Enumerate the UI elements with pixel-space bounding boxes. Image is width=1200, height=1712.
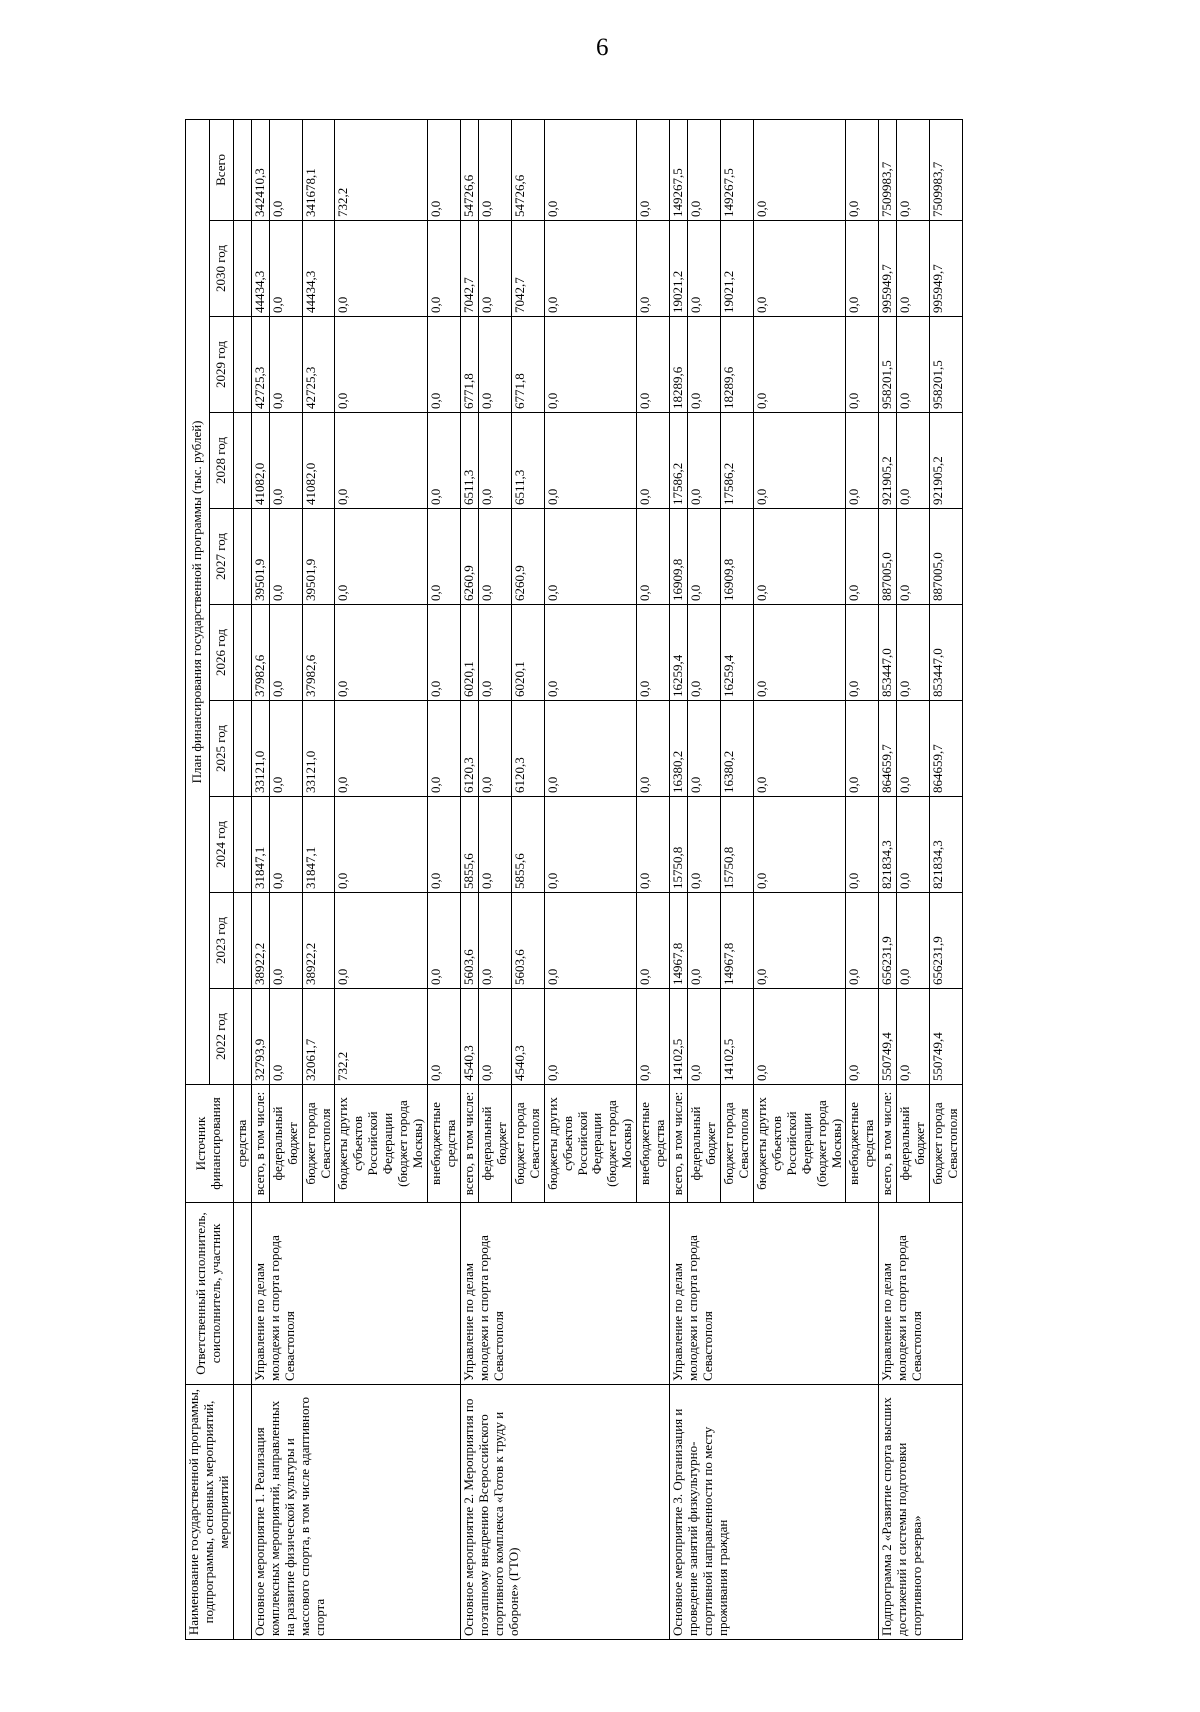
measure-name: Основное мероприятие 2. Мероприятия по поэтапному внедрению Всероссийского спортивного комплекса «Готов к труду и обороне» (ГТО) [460,1385,669,1640]
year-value: 0,0 [544,797,637,893]
year-value: 0,0 [688,221,721,317]
year-value: 0,0 [637,221,670,317]
year-value: 6771,8 [460,317,478,413]
year-value: 6260,9 [511,509,544,605]
year-value: 0,0 [544,701,637,797]
year-value: 37982,6 [302,605,335,701]
year-value: 5855,6 [460,797,478,893]
year-value: 0,0 [428,989,461,1085]
year-value: 550749,4 [879,989,897,1085]
year-value: 32061,7 [302,989,335,1085]
year-value: 4540,3 [511,989,544,1085]
year-value: 44434,3 [251,221,269,317]
total-value: 342410,3 [251,119,269,220]
year-value: 41082,0 [302,413,335,509]
header-year: 2029 год [209,317,233,413]
year-value: 37982,6 [251,605,269,701]
year-value: 0,0 [688,893,721,989]
year-value: 32793,9 [251,989,269,1085]
year-value: 656231,9 [930,893,963,989]
year-value: 864659,7 [879,701,897,797]
header-year: 2030 год [209,221,233,317]
year-value: 19021,2 [720,221,753,317]
year-value: 0,0 [897,413,930,509]
year-value: 0,0 [846,797,879,893]
year-value: 0,0 [753,221,846,317]
year-value: 550749,4 [930,989,963,1085]
year-value: 0,0 [897,605,930,701]
responsible-executor: Управление по делам молодежи и спорта города Севастополя [670,1203,879,1385]
year-value: 0,0 [846,989,879,1085]
year-value: 0,0 [269,989,302,1085]
rotated-page-content [185,120,1085,1640]
funding-source: внебюджетные средства [637,1085,670,1203]
financing-table [185,119,963,1640]
year-value: 0,0 [846,509,879,605]
year-value: 17586,2 [670,413,688,509]
year-value: 0,0 [688,701,721,797]
year-value: 0,0 [544,317,637,413]
year-value: 14967,8 [720,893,753,989]
year-value: 0,0 [753,701,846,797]
year-value: 0,0 [897,797,930,893]
year-value: 0,0 [897,701,930,797]
header-year: 2024 год [209,797,233,893]
year-value: 0,0 [753,605,846,701]
page-number: 6 [596,34,609,61]
header-executor: Ответственный исполнитель, соисполнитель, участник [186,1203,234,1385]
total-value: 0,0 [269,119,302,220]
year-value: 17586,2 [720,413,753,509]
funding-source: всего, в том числе: [879,1085,897,1203]
year-value: 0,0 [753,413,846,509]
year-value: 821834,3 [879,797,897,893]
responsible-executor: Управление по делам молодежи и спорта города Севастополя [460,1203,669,1385]
year-value: 921905,2 [879,413,897,509]
year-value: 0,0 [428,797,461,893]
year-value: 656231,9 [879,893,897,989]
year-value: 4540,3 [460,989,478,1085]
year-value: 0,0 [897,989,930,1085]
year-value: 0,0 [478,317,511,413]
year-value: 6511,3 [511,413,544,509]
year-value: 0,0 [637,605,670,701]
measure-name: Подпрограмма 2 «Развитие спорта высших достижений и системы подготовки спортивного резерва» [879,1385,963,1640]
total-value: 149267,5 [720,119,753,220]
total-value: 54726,6 [460,119,478,220]
year-value: 0,0 [335,701,428,797]
year-value: 15750,8 [670,797,688,893]
year-value: 0,0 [897,893,930,989]
year-value: 14967,8 [670,893,688,989]
measure-name: Основное мероприятие 1. Реализация комплексных мероприятий, направленных на развитие физической культуры и массового спорта, в том числе адаптивного спорта [251,1385,460,1640]
year-value: 16259,4 [670,605,688,701]
funding-source: бюджеты других субъектов Российской Федерации (бюджет города Москвы) [544,1085,637,1203]
responsible-executor: Управление по делам молодежи и спорта города Севастополя [251,1203,460,1385]
year-value: 42725,3 [251,317,269,413]
year-value: 0,0 [478,509,511,605]
table-row [460,119,478,1639]
year-value: 31847,1 [302,797,335,893]
year-value: 0,0 [846,701,879,797]
year-value: 16380,2 [670,701,688,797]
year-value: 6120,3 [511,701,544,797]
year-value: 16380,2 [720,701,753,797]
year-value: 732,2 [335,989,428,1085]
header-year: 2025 год [209,701,233,797]
year-value: 0,0 [637,701,670,797]
year-value: 0,0 [478,701,511,797]
year-value: 0,0 [428,893,461,989]
year-value: 0,0 [753,893,846,989]
year-value: 14102,5 [720,989,753,1085]
funding-source: бюджеты других субъектов Российской Федерации (бюджет города Москвы) [753,1085,846,1203]
year-value: 7042,7 [460,221,478,317]
year-value: 0,0 [637,317,670,413]
year-value: 16909,8 [720,509,753,605]
year-value: 0,0 [544,413,637,509]
year-value: 0,0 [335,509,428,605]
year-value: 0,0 [846,317,879,413]
year-value: 0,0 [544,605,637,701]
total-value: 0,0 [544,119,637,220]
year-value: 0,0 [335,893,428,989]
year-value: 0,0 [637,989,670,1085]
year-value: 0,0 [335,605,428,701]
year-value: 5603,6 [511,893,544,989]
year-value: 6511,3 [460,413,478,509]
year-value: 0,0 [637,413,670,509]
year-value: 42725,3 [302,317,335,413]
year-value: 0,0 [269,701,302,797]
year-value: 0,0 [335,317,428,413]
year-value: 16259,4 [720,605,753,701]
year-value: 0,0 [269,317,302,413]
header-year: 2023 год [209,893,233,989]
total-value: 54726,6 [511,119,544,220]
header-source: Источник финансирования [186,1085,234,1203]
year-value: 0,0 [428,221,461,317]
funding-source: бюджет города Севастополя [511,1085,544,1203]
year-value: 0,0 [269,797,302,893]
year-value: 6020,1 [511,605,544,701]
year-value: 0,0 [753,797,846,893]
year-value: 33121,0 [302,701,335,797]
year-value: 31847,1 [251,797,269,893]
funding-source: бюджет города Севастополя [720,1085,753,1203]
year-value: 0,0 [478,797,511,893]
year-value: 15750,8 [720,797,753,893]
funding-source: всего, в том числе: [670,1085,688,1203]
year-value: 0,0 [637,893,670,989]
funding-source: внебюджетные средства [428,1085,461,1203]
table-row [670,119,688,1639]
year-value: 33121,0 [251,701,269,797]
year-value: 921905,2 [930,413,963,509]
funding-source: федеральный бюджет [269,1085,302,1203]
total-value: 0,0 [846,119,879,220]
year-value: 6020,1 [460,605,478,701]
year-value: 821834,3 [930,797,963,893]
table-row [251,119,269,1639]
total-value: 7509983,7 [879,119,897,220]
year-value: 5603,6 [460,893,478,989]
year-value: 0,0 [428,317,461,413]
year-value: 995949,7 [930,221,963,317]
year-value: 41082,0 [251,413,269,509]
year-value: 0,0 [269,509,302,605]
year-value: 18289,6 [670,317,688,413]
year-value: 0,0 [753,509,846,605]
carry-name-cell [233,1385,251,1640]
year-value: 887005,0 [930,509,963,605]
year-value: 0,0 [637,797,670,893]
year-value: 0,0 [478,893,511,989]
year-value: 0,0 [269,605,302,701]
total-value: 0,0 [688,119,721,220]
year-value: 0,0 [335,413,428,509]
year-value: 0,0 [688,989,721,1085]
year-value: 0,0 [544,221,637,317]
carry-exec-cell [233,1203,251,1385]
year-value: 38922,2 [302,893,335,989]
funding-source: федеральный бюджет [688,1085,721,1203]
year-value: 0,0 [478,413,511,509]
year-value: 0,0 [846,221,879,317]
year-value: 0,0 [478,221,511,317]
total-value: 0,0 [637,119,670,220]
year-value: 0,0 [544,989,637,1085]
year-value: 0,0 [753,989,846,1085]
year-value: 14102,5 [670,989,688,1085]
year-value: 7042,7 [511,221,544,317]
year-value: 6120,3 [460,701,478,797]
funding-source: бюджет города Севастополя [930,1085,963,1203]
year-value: 0,0 [688,605,721,701]
year-value: 958201,5 [879,317,897,413]
year-value: 38922,2 [251,893,269,989]
funding-source: федеральный бюджет [478,1085,511,1203]
total-value: 732,2 [335,119,428,220]
total-value: 0,0 [897,119,930,220]
year-value: 0,0 [428,509,461,605]
funding-source: федеральный бюджет [897,1085,930,1203]
funding-source: всего, в том числе: [460,1085,478,1203]
total-value: 0,0 [753,119,846,220]
year-value: 0,0 [544,893,637,989]
total-value: 341678,1 [302,119,335,220]
year-value: 0,0 [428,605,461,701]
year-value: 0,0 [688,797,721,893]
measure-name: Основное мероприятие 3. Организация и проведение занятий физкультурно-спортивной направленности по месту проживания граждан [670,1385,879,1640]
responsible-executor: Управление по делам молодежи и спорта города Севастополя [879,1203,963,1385]
year-value: 39501,9 [251,509,269,605]
year-value: 0,0 [335,221,428,317]
table-row [879,119,897,1639]
year-value: 0,0 [544,509,637,605]
year-value: 887005,0 [879,509,897,605]
year-value: 0,0 [897,509,930,605]
header-year: 2026 год [209,605,233,701]
year-value: 6771,8 [511,317,544,413]
header-name: Наименование государственной программы, подпрограммы, основных мероприятий, мероприятий [186,1385,234,1640]
year-value: 0,0 [269,221,302,317]
carry-source: средства [233,1085,251,1203]
year-value: 5855,6 [511,797,544,893]
year-value: 0,0 [269,893,302,989]
year-value: 0,0 [897,221,930,317]
year-value: 958201,5 [930,317,963,413]
year-value: 6260,9 [460,509,478,605]
year-value: 853447,0 [930,605,963,701]
total-value: 0,0 [428,119,461,220]
year-value: 0,0 [428,413,461,509]
funding-source: бюджет города Севастополя [302,1085,335,1203]
year-value: 864659,7 [930,701,963,797]
header-plan-title: План финансирования государственной программы (тыс. рублей) [186,119,210,1084]
year-value: 0,0 [688,413,721,509]
year-value: 0,0 [897,317,930,413]
header-year: 2027 год [209,509,233,605]
header-total: Всего [209,119,233,220]
year-value: 853447,0 [879,605,897,701]
year-value: 0,0 [478,989,511,1085]
header-year: 2022 год [209,989,233,1085]
total-value: 149267,5 [670,119,688,220]
funding-source: бюджеты других субъектов Российской Федерации (бюджет города Москвы) [335,1085,428,1203]
year-value: 0,0 [753,317,846,413]
year-value: 995949,7 [879,221,897,317]
year-value: 39501,9 [302,509,335,605]
year-value: 0,0 [637,509,670,605]
year-value: 19021,2 [670,221,688,317]
year-value: 0,0 [269,413,302,509]
year-value: 0,0 [846,893,879,989]
total-value: 0,0 [478,119,511,220]
funding-source: внебюджетные средства [846,1085,879,1203]
year-value: 18289,6 [720,317,753,413]
header-row-top [186,119,210,1639]
header-year: 2028 год [209,413,233,509]
year-value: 0,0 [428,701,461,797]
year-value: 0,0 [335,797,428,893]
total-value: 7509983,7 [930,119,963,220]
carry-over-row [233,119,251,1639]
funding-source: всего, в том числе: [251,1085,269,1203]
year-value: 44434,3 [302,221,335,317]
year-value: 0,0 [688,317,721,413]
year-value: 0,0 [846,413,879,509]
year-value: 0,0 [846,605,879,701]
year-value: 0,0 [688,509,721,605]
year-value: 0,0 [478,605,511,701]
year-value: 16909,8 [670,509,688,605]
